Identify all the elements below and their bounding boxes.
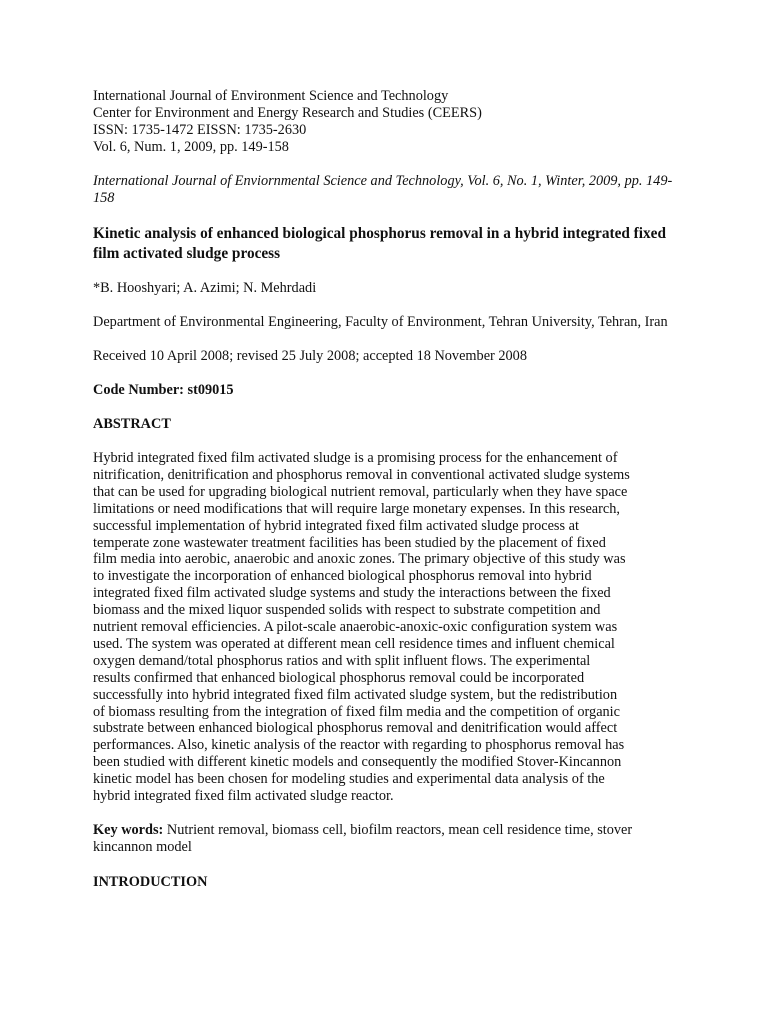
submission-dates: Received 10 April 2008; revised 25 July 2008; accepted 18 November 2008 [93,348,527,365]
abstract-heading: ABSTRACT [93,416,171,433]
paper-title: Kinetic analysis of enhanced biological phosphorus removal in a hybrid integrated fixed film activated sludge process [93,225,666,262]
keywords-label: Key words: [93,822,164,838]
journal-info [93,88,693,156]
code-number: Code Number: st09015 [93,382,234,399]
journal-name: International Journal of Environment Science and Technology [93,88,449,104]
citation: International Journal of Enviornmental Science and Technology, Vol. 6, No. 1, Winter, 2009, pp. 149-158 [93,172,673,206]
journal-publisher: Center for Environment and Energy Research and Studies (CEERS) [93,104,482,121]
introduction-heading: INTRODUCTION [93,873,208,890]
authors: *B. Hooshyari; A. Azimi; N. Mehrdadi [93,280,317,297]
affiliation: Department of Environmental Engineering, Faculty of Environment, Tehran University, Tehran, Iran [93,314,668,331]
document-page [93,88,693,891]
journal-volume: Vol. 6, Num. 1, 2009, pp. 149-158 [93,138,289,155]
keywords [93,822,693,856]
keywords-text: Nutrient removal, biomass cell, biofilm reactors, mean cell residence time, stover kincannon model [93,822,633,855]
abstract-text: Hybrid integrated fixed film activated sludge is a promising process for the enhancement of nitrification, denitrification and phosphorus removal in conventional activated sludge systems that can be used for upgrading biological nutrient removal, particularly when they have space limitations or need modifications that will require large monetary expenses. In this research, successful implementation of hybrid integrated fixed film activated sludge process at temperate zone wastewater treatment facilities has been studied by the placement of fixed film media into aerobic, anaerobic and anoxic zones. The primary objective of this study was to investigate the incorporation of enhanced biological phosphorus removal into hybrid integrated fixed film activated sludge systems and study the interactions between the fixed biomass and the mixed liquor suspended solids with respect to substrate competition and nutrient removal efficiencies. A pilot-scale anaerobic-anoxic-oxic configuration system was used. The system was operated at different mean cell residence times and influent chemical oxygen demand/total phosphorus ratios and with split influent flows. The experimental results confirmed that enhanced biological phosphorus removal could be incorporated successfully into hybrid integrated fixed film activated sludge system, but the redistribution of biomass resulting from the integration of fixed film media and the competition of organic substrate between enhanced biological phosphorus removal and denitrification would affect performances. Also, kinetic analysis of the reactor with regarding to phosphorus removal has been studied with different kinetic models and consequently the modified Stover-Kincannon kinetic model has been chosen for modeling studies and experimental data analysis of the hybrid integrated fixed film activated sludge reactor. [93,449,630,805]
journal-issn: ISSN: 1735-1472 EISSN: 1735-2630 [93,121,307,138]
